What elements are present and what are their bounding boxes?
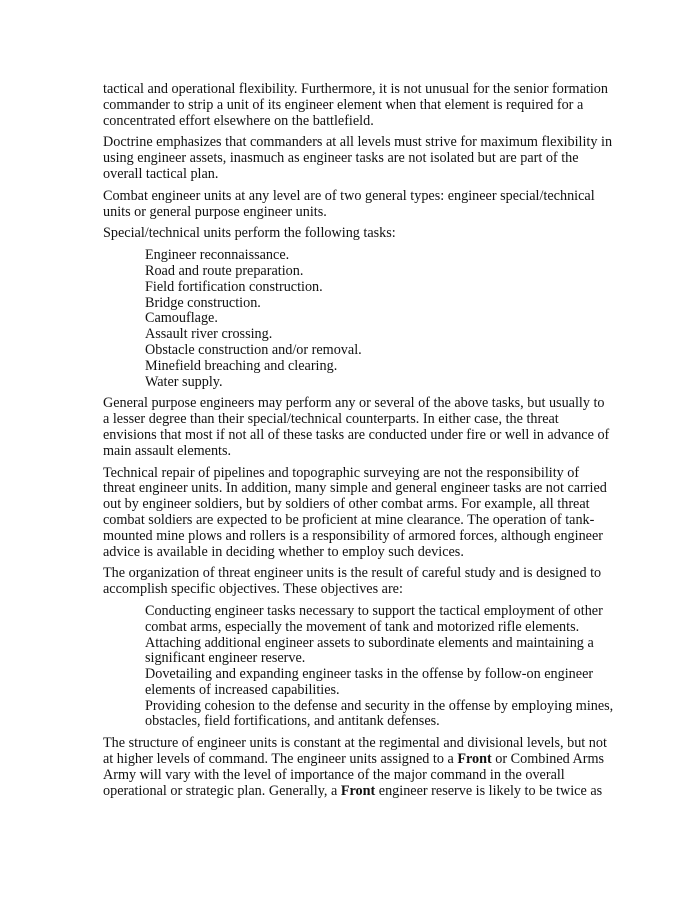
text-line [103, 782, 603, 800]
paragraph [103, 565, 602, 598]
paragraph [103, 81, 608, 129]
text-line: mounted mine plows and rollers is a responsibility of armored forces, although engineer [103, 527, 603, 544]
paragraph [103, 464, 607, 561]
text-line: using engineer assets, inasmuch as engineer tasks are not isolated but are part of the [103, 150, 579, 167]
list-line: Road and route preparation. [145, 262, 304, 279]
bold-term: Front [340, 782, 376, 799]
list-line: Engineer reconnaissance. [145, 247, 290, 264]
text-segment: engineer reserve is likely to be twice as [375, 782, 603, 799]
text-line: Special/technical units perform the following tasks: [103, 225, 396, 242]
bullet-list [145, 248, 598, 390]
text-line: overall tactical plan. [103, 165, 219, 182]
list-line: obstacles, field fortifications, and antitank defenses. [145, 713, 440, 730]
list-line: Obstacle construction and/or removal. [145, 341, 362, 358]
text-line: Doctrine emphasizes that commanders at all levels must strive for maximum flexibility in [103, 134, 613, 151]
text-line: main assault elements. [103, 442, 232, 459]
paragraph [103, 134, 613, 182]
list-line: Minefield breaching and clearing. [145, 357, 338, 374]
document-page [103, 81, 614, 805]
text-line: The structure of engineer units is constant at the regimental and divisional levels, but not [103, 735, 607, 752]
bold-term: Front [457, 751, 492, 768]
text-line: Army will vary with the level of importance of the major command in the overall [103, 766, 565, 783]
paragraph [103, 226, 598, 242]
list-line: Bridge construction. [145, 294, 261, 311]
text-line: concentrated effort elsewhere on the battlefield. [103, 112, 374, 129]
text-segment: or Combined Arms [491, 751, 605, 768]
list-line: Water supply. [145, 373, 223, 390]
list-line: Camouflage. [145, 310, 218, 327]
list-line: Attaching additional engineer assets to subordinate elements and maintaining a [145, 634, 594, 651]
text-line: tactical and operational flexibility. Furthermore, it is not unusual for the senior formation [103, 81, 608, 97]
text-line: units or general purpose engineer units. [103, 203, 327, 220]
text-line: commander to strip a unit of its engineer element when that element is required for a [103, 96, 584, 113]
list-line: Dovetailing and expanding engineer tasks in the offense by follow-on engineer [145, 666, 594, 683]
text-line: combat soldiers are expected to be proficient at mine clearance. The operation of tank- [103, 511, 595, 528]
list-line: elements of increased capabilities. [145, 681, 340, 698]
list-line: significant engineer reserve. [145, 650, 306, 667]
bullet-list [145, 602, 614, 730]
list-line: Conducting engineer tasks necessary to support the tactical employment of other [145, 602, 603, 619]
list-line: Field fortification construction. [145, 278, 323, 295]
text-line [103, 751, 605, 768]
list-line: Providing cohesion to the defense and security in the offense by employing mines, [145, 697, 614, 714]
paragraph [103, 395, 610, 459]
text-line: The organization of threat engineer units is the result of careful study and is designed to [103, 565, 602, 582]
text-line: envisions that most if not all of these tasks are conducted under fire or well in advance of [103, 426, 610, 443]
text-line: General purpose engineers may perform any or several of the above tasks, but usually to [103, 395, 605, 412]
text-line: a lesser degree than their special/technical counterparts. In either case, the threat [103, 411, 559, 428]
paragraph [103, 735, 607, 799]
text-line: Combat engineer units at any level are of two general types: engineer special/technical [103, 187, 595, 204]
paragraph [103, 189, 598, 221]
list-line: combat arms, especially the movement of tank and motorized rifle elements. [145, 618, 580, 635]
text-line: threat engineer units. In addition, many simple and general engineer tasks are not carried [103, 480, 607, 497]
text-segment: operational or strategic plan. Generally, a [103, 782, 341, 799]
text-segment: at higher levels of command. The engineer units assigned to a [103, 751, 458, 768]
text-line: Technical repair of pipelines and topographic surveying are not the responsibility of [103, 464, 580, 481]
text-line: out by engineer soldiers, but by soldiers of other combat arms. For example, all threat [103, 496, 590, 513]
text-line: accomplish specific objectives. These objectives are: [103, 581, 403, 598]
list-line: Assault river crossing. [145, 326, 273, 343]
text-line: advice is available in deciding whether to employ such devices. [103, 543, 464, 560]
